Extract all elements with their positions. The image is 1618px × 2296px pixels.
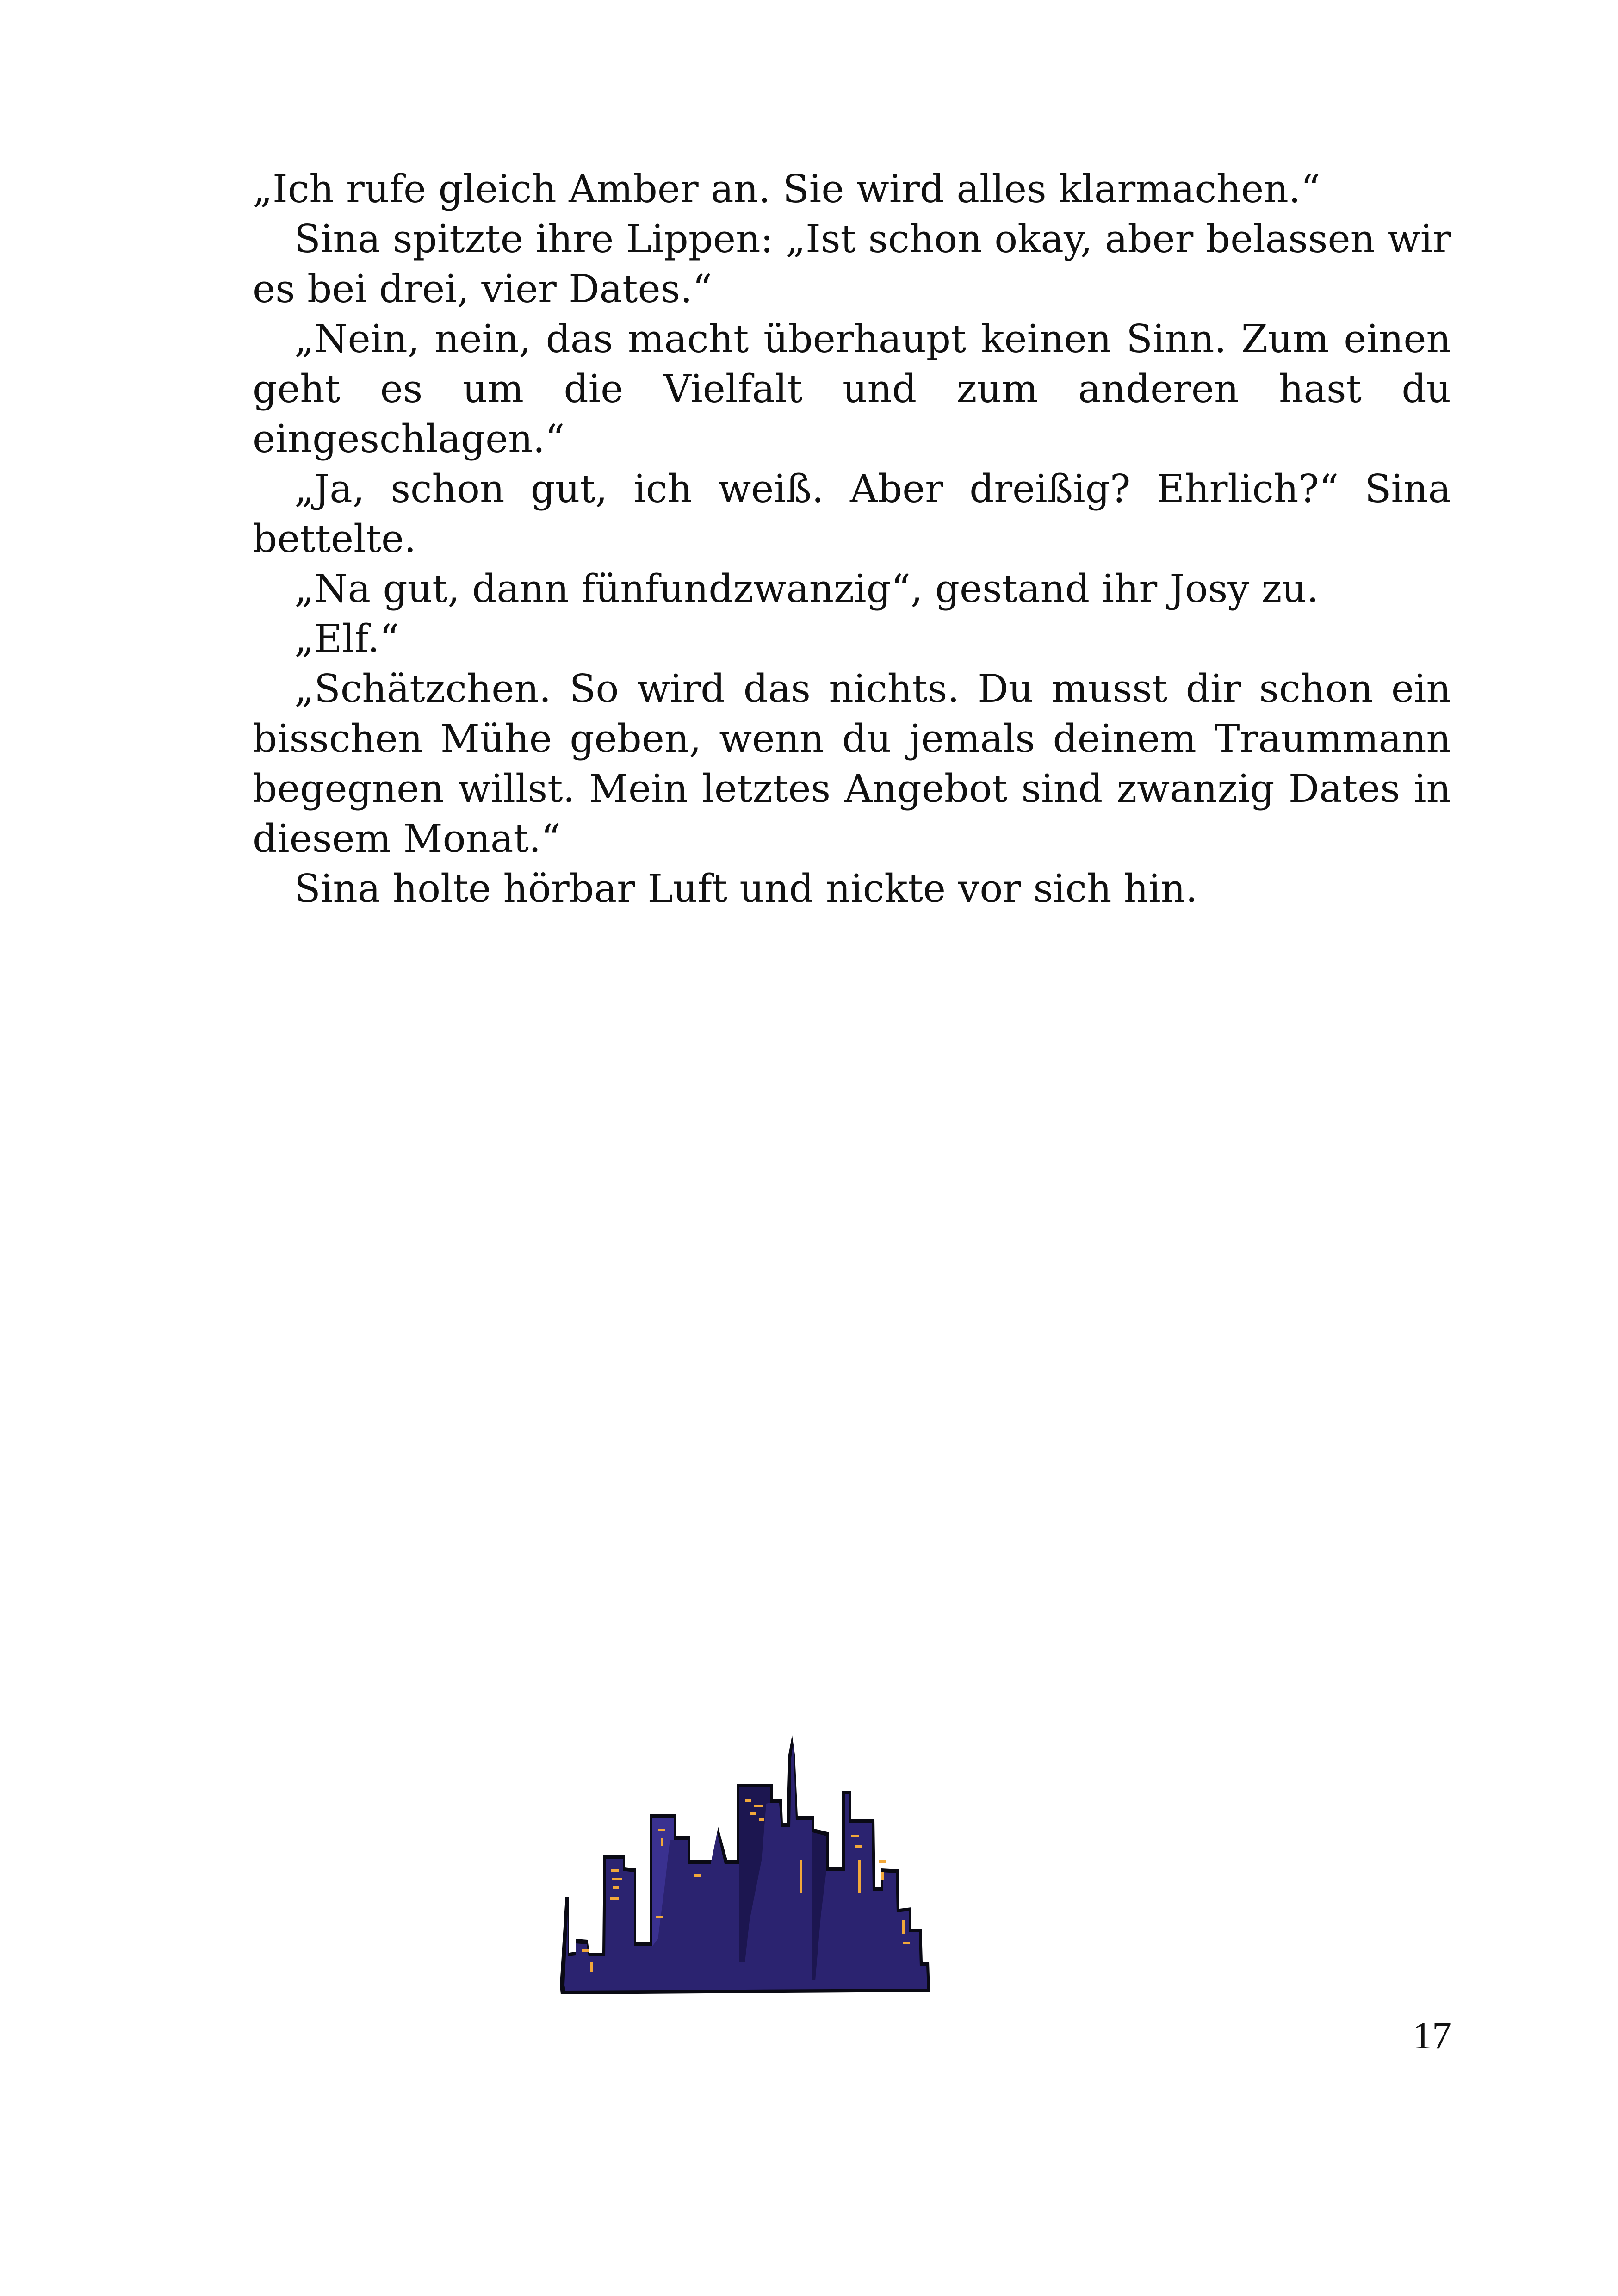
paragraph-3: „Nein, nein, das macht überhaupt keinen Sinn. Zum einen geht es um die Vielfalt und zum anderen hast du eingeschlagen.“ bbox=[253, 316, 1451, 461]
body-text bbox=[253, 164, 1451, 914]
paragraph-5: „Na gut, dann fünfundzwanzig“, gestand ihr Josy zu. bbox=[294, 566, 1319, 611]
paragraph-7: „Schätzchen. So wird das nichts. Du musst dir schon ein bisschen Mühe geben, wenn du jemals deinem Traummann begegnen willst. Mein letztes Angebot sind zwanzig Dates in diesem Monat.“ bbox=[253, 666, 1451, 861]
paragraph-2: Sina spitzte ihre Lippen: „Ist schon okay, aber belassen wir es bei drei, vier Dates.“ bbox=[253, 217, 1451, 311]
city-skyline-icon bbox=[555, 1721, 1161, 1999]
paragraph-1: „Ich rufe gleich Amber an. Sie wird alles klarmachen.“ bbox=[253, 167, 1320, 211]
paragraph-4: „Ja, schon gut, ich weiß. Aber dreißig? Ehrlich?“ Sina bettelte. bbox=[253, 466, 1451, 561]
page-number: 17 bbox=[1413, 2014, 1451, 2057]
paragraph-8: Sina holte hörbar Luft und nickte vor sich hin. bbox=[294, 866, 1198, 911]
paragraph-6: „Elf.“ bbox=[294, 616, 399, 661]
